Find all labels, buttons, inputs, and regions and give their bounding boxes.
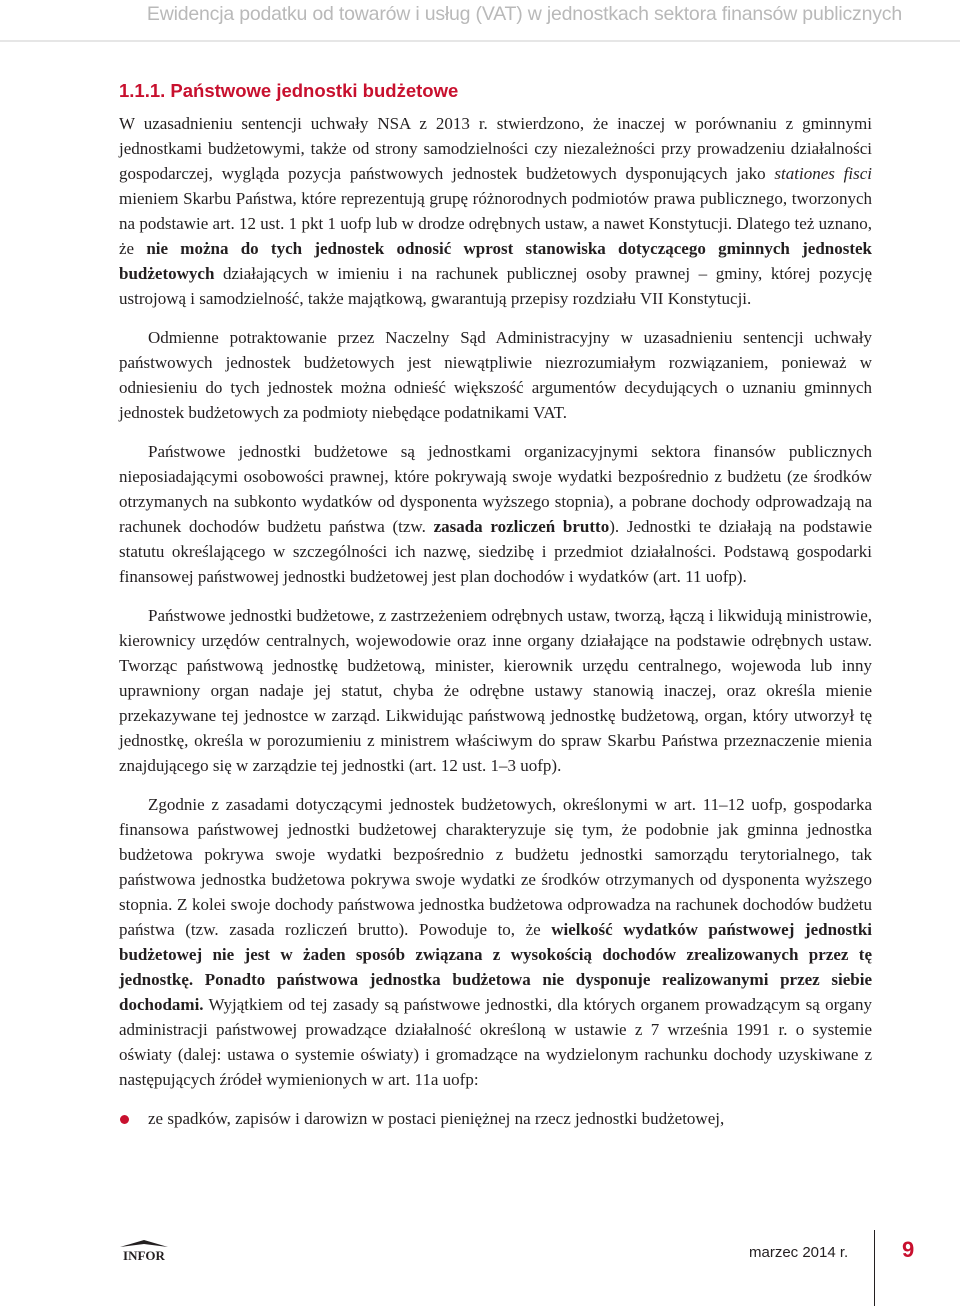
paragraph-5-part-a: Zgodnie z zasadami dotyczącymi jednostek budżetowych, określonymi w art. 11–12 uofp, gospodarka finansowa państwowej jednostki budżetowej charakteryzuje się tym, że podobnie jak gminna jednostka budżetowa pokrywa swoje wydatki bezpośrednio z budżetu jednostki samorządu terytorialnego, tak państwowa jednostka budżetowa pokrywa swoje wydatki ze środków otrzymanych od dysponenta wyższego stopnia. Z kolei swoje dochody państwowa jednostka budżetowa odprowadza na rachunek dochodów budżetu państwa (tzw. zasada rozliczeń brutto). Powoduje to, że — [119, 795, 872, 939]
paragraph-5-bold: wielkość wydatków państwowej jednostki budżetowej nie jest w żaden sposób związana z wysokością dochodów zrealizowanych przez tę jednostkę. Ponadto państwowa jednostka budżetowa nie dysponuje realizowanymi przez siebie dochodami. — [119, 920, 872, 1014]
paragraph-1 — [119, 111, 872, 311]
running-header-title: Ewidencja podatku od towarów i usług (VAT) w jednostkach sektora finansów publicznych — [146, 3, 902, 25]
bullet-item — [119, 1106, 872, 1131]
running-header — [0, 0, 960, 42]
bullet-item-text: ze spadków, zapisów i darowizn w postaci pieniężnej na rzecz jednostki budżetowej, — [148, 1109, 725, 1128]
paragraph-1-bold: nie można do tych jednostek odnosić wprost stanowiska dotyczącego gminnych jednostek budżetowych — [119, 239, 873, 283]
paragraph-4: Państwowe jednostki budżetowe, z zastrzeżeniem odrębnych ustaw, tworzą, łączą i likwidują ministrowie, kierownicy urzędów centralnych, wojewodowie oraz inne organy działające na podstawie odrębnych ustaw. Tworząc państwową jednostkę budżetową, minister, kierownik urzędu centralnego, wojewoda lub inny uprawniony organ nadaje jej statut, chyba że odrębne ustawy stanowią inaczej, oraz określa mienie przekazywane tej jednostce w zarząd. Likwidując państwową jednostkę budżetową, organ, który utworzył tę jednostkę, określa w porozumieniu z ministrem właściwym do spraw Skarbu Państwa przeznaczenie mienia znajdującego się w zarządzie tej jednostki (art. 12 ust. 1–3 uofp). — [119, 606, 872, 775]
infor-logo-text: INFOR — [123, 1248, 165, 1263]
issue-date: marzec 2014 r. — [749, 1244, 849, 1261]
paragraph-5-part-b: Wyjątkiem od tej zasady są państwowe jednostki, dla których organem prowadzącym są organy administracji państwowej prowadzące działalność określoną w ustawie z 7 września 1991 r. o systemie oświaty (dalej: ustawa o systemie oświaty) i gromadzące na wydzielonym rachunku dochody uzyskiwane z następujących źródeł wymienionych w art. 11a uofp: — [119, 995, 872, 1089]
paragraph-3-bold: zasada rozliczeń brutto — [433, 517, 610, 536]
body-text — [119, 111, 872, 1145]
paragraph-1-part-a: W uzasadnieniu sentencji uchwały NSA z 2013 r. stwierdzono, że inaczej w porównaniu z gminnymi jednostkami budżetowymi, także od strony samodzielności czy niezależności przy prowadzeniu działalności gospodarczej, wygląda pozycja państwowych jednostek budżetowych dysponujących jako — [119, 114, 872, 183]
paragraph-1-italic: stationes fisci — [774, 164, 872, 183]
page-number: 9 — [902, 1237, 915, 1262]
section-heading: 1.1.1. Państwowe jednostki budżetowe — [119, 80, 459, 101]
infor-logo-wing-icon — [120, 1240, 168, 1247]
paragraph-1-part-c: działających w imieniu i na rachunek publicznej osoby prawnej – gminy, której pozycję ustrojową i samodzielność, także majątkową, gwarantują przepisy rozdziału VII Konstytucji. — [119, 264, 872, 308]
footer-divider — [874, 1230, 875, 1306]
paragraph-3 — [119, 439, 872, 589]
paragraph-3-part-b: ). Jednostki te działają na podstawie statutu określającego w szczególności ich nazwę, siedzibę i przedmiot działalności. Podstawą gospodarki finansowej państwowej jednostki budżetowej jest plan dochodów i wydatków (art. 11 uofp). — [119, 517, 872, 586]
paragraph-1-part-b: mieniem Skarbu Państwa, które reprezentują grupę różnorodnych podmiotów prawa publicznego, tworzonych na podstawie art. 12 ust. 1 pkt 1 uofp lub w drodze odrębnych ustaw, a nawet Konstytucji. Dlatego też uznano, że — [119, 189, 872, 258]
paragraph-5 — [119, 792, 872, 1092]
paragraph-2: Odmienne potraktowanie przez Naczelny Sąd Administracyjny w uzasadnieniu sentencji uchwały państwowych jednostek budżetowych jest niewątpliwie niezrozumiałym rozwiązaniem, ponieważ w odniesieniu do tych jednostek można odnieść większość argumentów decydujących o uznaniu gminnych jednostek budżetowych za podmioty niebędące podatnikami VAT. — [119, 328, 872, 422]
infor-logo-icon — [116, 1238, 172, 1264]
bullet-icon — [120, 1115, 129, 1124]
paragraph-3-part-a: Państwowe jednostki budżetowe są jednostkami organizacyjnymi sektora finansów publicznych nieposiadającymi osobowości prawnej, które pokrywają swoje wydatki bezpośrednio z budżetu (ze środków otrzymanych na subkonto wydatków od dysponenta wyższego stopnia), a pobrane dochody odprowadzają na rachunek dochodów budżetu państwa (tzw. — [119, 442, 872, 536]
infor-logo — [116, 1238, 172, 1264]
